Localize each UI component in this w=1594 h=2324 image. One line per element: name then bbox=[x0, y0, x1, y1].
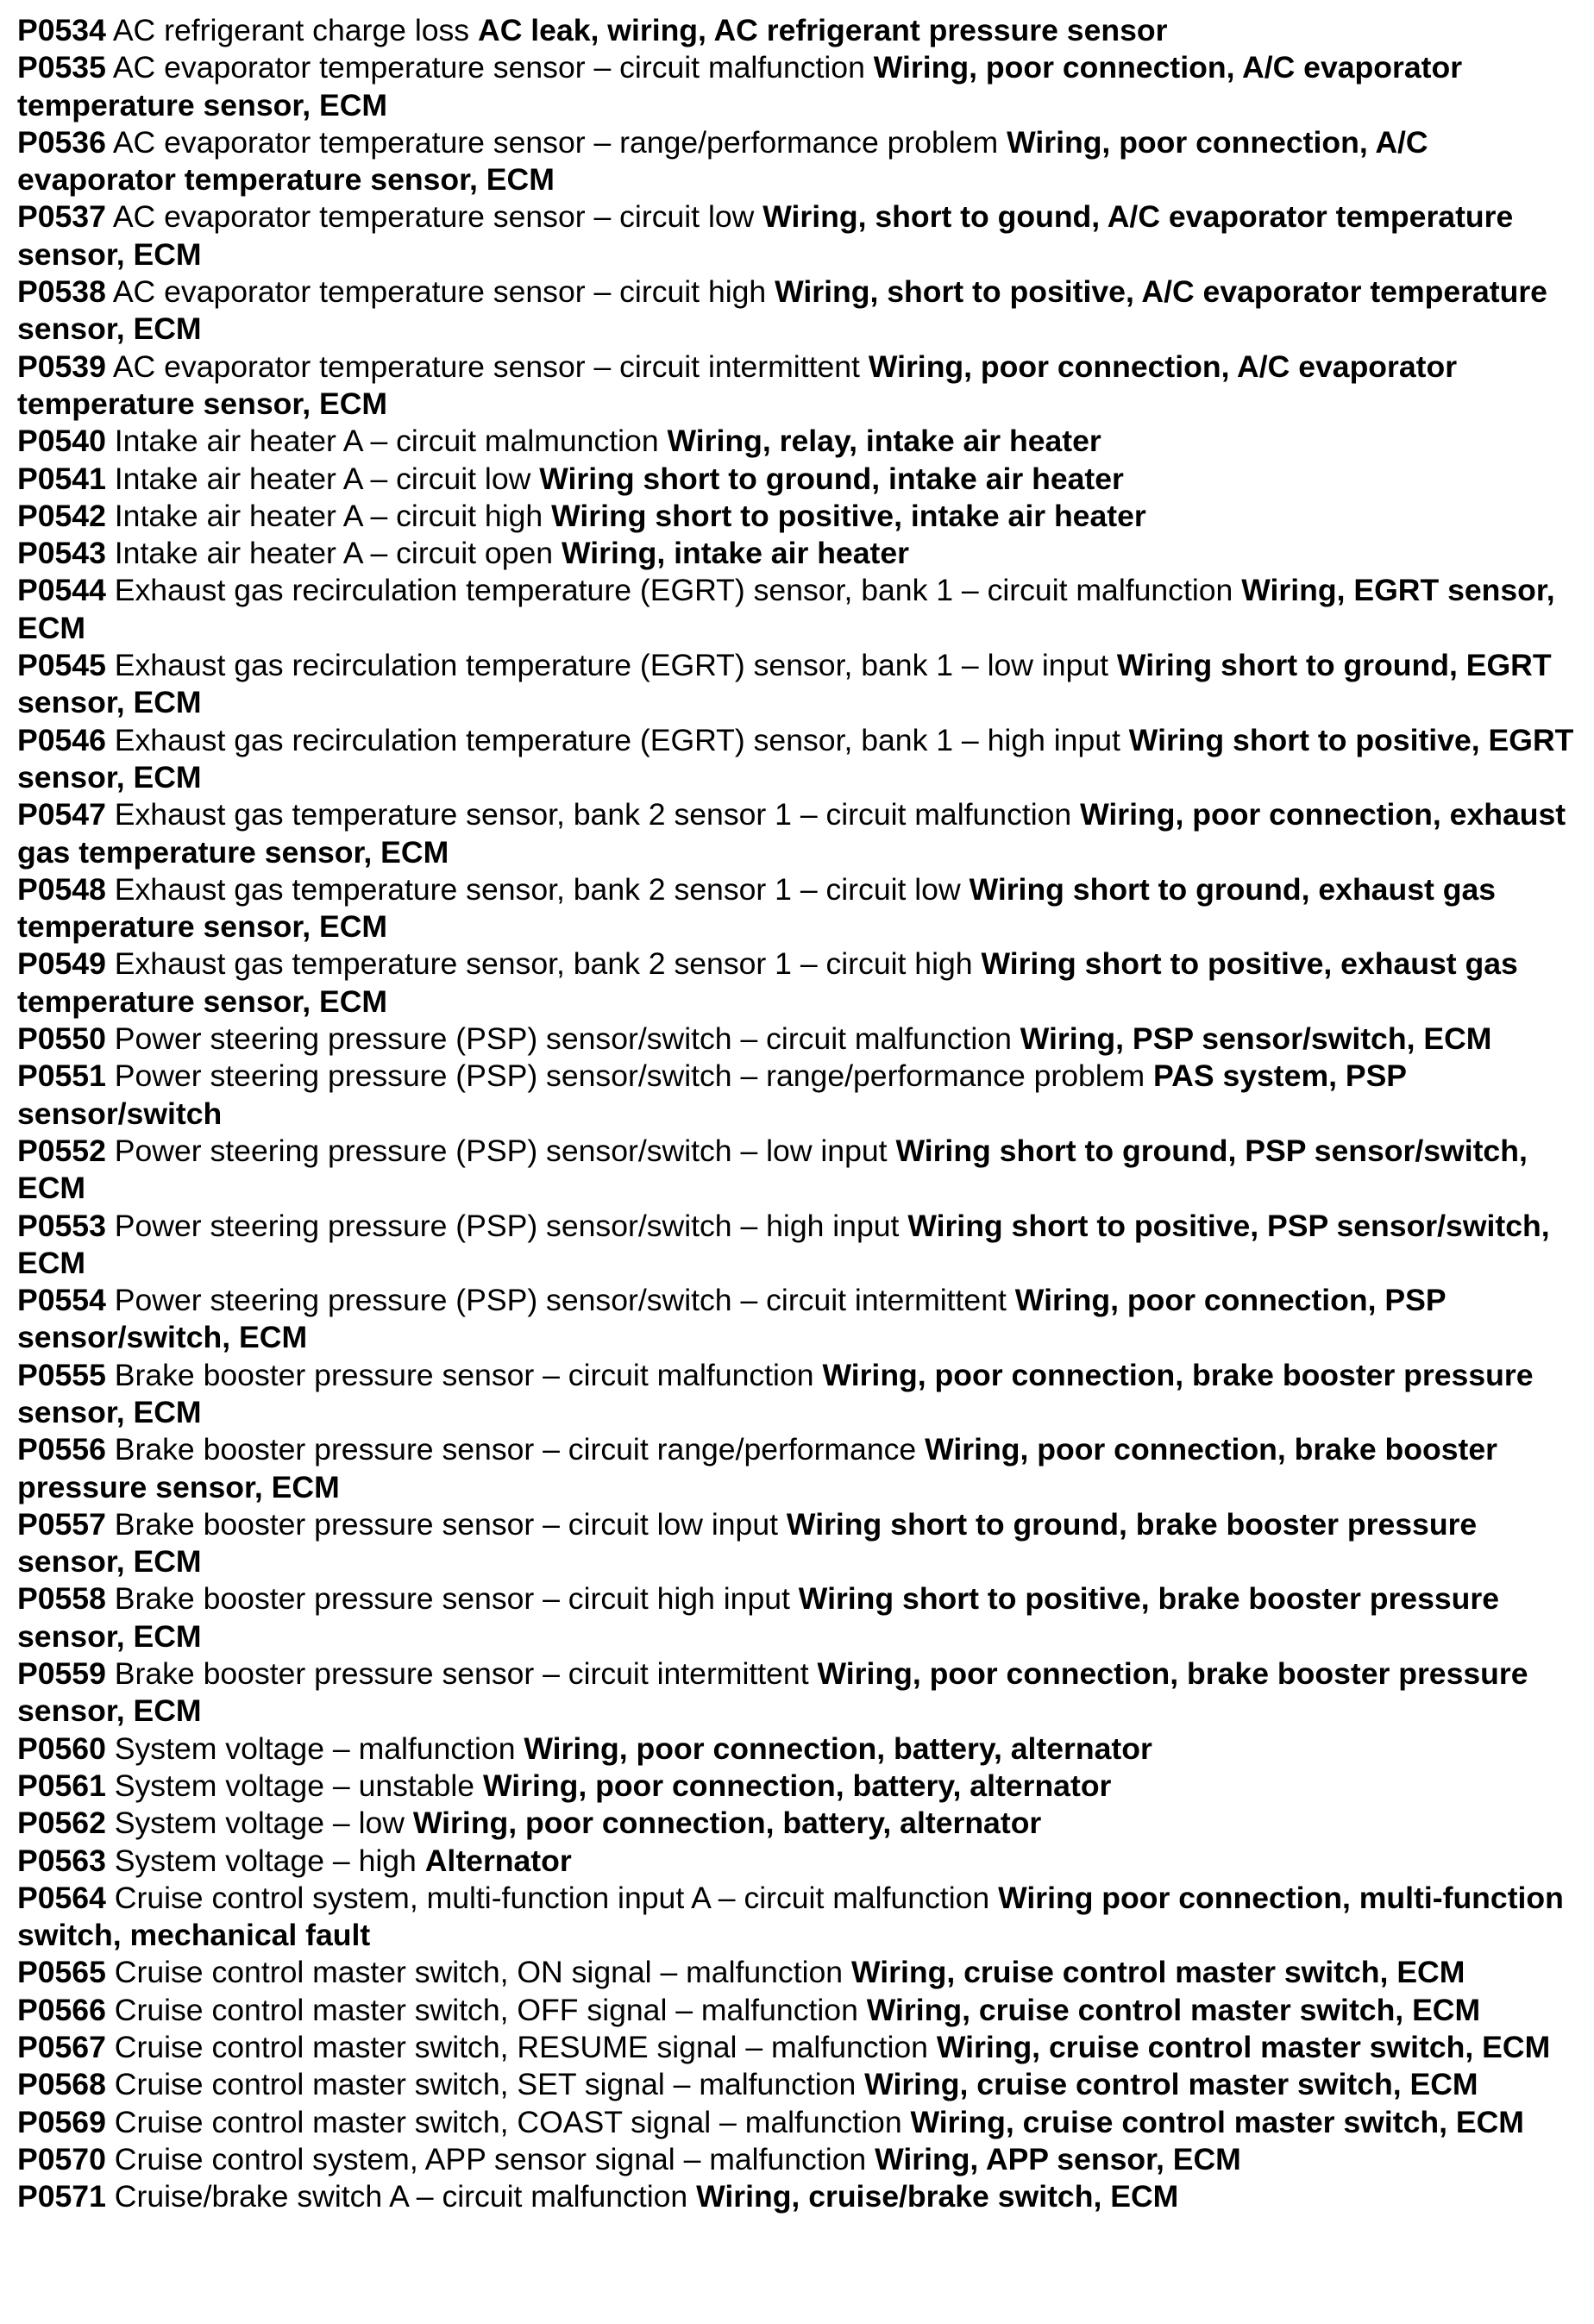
dtc-possible-causes: Wiring, cruise control master switch, ECM bbox=[850, 1955, 1465, 1990]
dtc-entry bbox=[17, 572, 1577, 647]
dtc-description: Brake booster pressure sensor – circuit low input bbox=[114, 1506, 779, 1542]
dtc-description: Exhaust gas recirculation temperature (EGRT) sensor, bank 1 – circuit malfunction bbox=[114, 573, 1233, 608]
dtc-possible-causes: Wiring short to ground, brake booster pressure sensor, ECM bbox=[17, 1506, 1478, 1580]
dtc-description: System voltage – unstable bbox=[114, 1768, 475, 1803]
dtc-code: P0562 bbox=[17, 1806, 106, 1841]
dtc-code: P0561 bbox=[17, 1768, 106, 1803]
dtc-possible-causes: Wiring short to positive, exhaust gas temperature sensor, ECM bbox=[17, 946, 1518, 1019]
dtc-possible-causes: Wiring, poor connection, brake booster pressure sensor, ECM bbox=[17, 1432, 1497, 1504]
dtc-code-list bbox=[17, 12, 1577, 2216]
dtc-possible-causes: Wiring, cruise control master switch, ECM bbox=[910, 2104, 1524, 2139]
dtc-code: P0557 bbox=[17, 1506, 106, 1542]
dtc-entry bbox=[17, 1580, 1577, 1655]
dtc-possible-causes: Wiring poor connection, multi-function switch, mechanical fault bbox=[17, 1880, 1564, 1953]
dtc-entry bbox=[17, 1506, 1577, 1581]
dtc-possible-causes: Wiring, poor connection, battery, alternator bbox=[524, 1730, 1152, 1766]
dtc-possible-causes: Wiring, APP sensor, ECM bbox=[875, 2141, 1241, 2176]
dtc-code: P0552 bbox=[17, 1133, 106, 1168]
dtc-entry bbox=[17, 1282, 1577, 1357]
dtc-entry bbox=[17, 2178, 1577, 2215]
dtc-possible-causes: Wiring, poor connection, A/C evaporator temperature sensor, ECM bbox=[17, 349, 1458, 421]
dtc-possible-causes: Wiring short to ground, exhaust gas temperature sensor, ECM bbox=[17, 871, 1497, 945]
dtc-code: P0558 bbox=[17, 1581, 106, 1617]
dtc-description: Intake air heater A – circuit low bbox=[114, 461, 531, 496]
dtc-entry bbox=[17, 12, 1577, 49]
dtc-description: System voltage – high bbox=[114, 1843, 417, 1878]
dtc-code: P0535 bbox=[17, 50, 106, 85]
dtc-code: P0563 bbox=[17, 1843, 106, 1878]
dtc-code: P0571 bbox=[17, 2179, 106, 2214]
dtc-description: AC evaporator temperature sensor – circuit malfunction bbox=[112, 50, 865, 85]
dtc-entry bbox=[17, 796, 1577, 871]
dtc-possible-causes: Wiring, poor connection, brake booster pressure sensor, ECM bbox=[17, 1357, 1534, 1429]
dtc-possible-causes: AC leak, wiring, AC refrigerant pressure sensor bbox=[478, 13, 1168, 47]
dtc-code: P0542 bbox=[17, 498, 106, 533]
dtc-entry bbox=[17, 1880, 1577, 1955]
dtc-possible-causes: Wiring, cruise/brake switch, ECM bbox=[696, 2179, 1179, 2214]
dtc-possible-causes: Wiring short to positive, EGRT sensor, ECM bbox=[17, 722, 1574, 795]
dtc-code: P0536 bbox=[17, 124, 106, 160]
dtc-possible-causes: Wiring, poor connection, battery, alternator bbox=[412, 1806, 1042, 1841]
dtc-code: P0545 bbox=[17, 648, 106, 683]
dtc-entry bbox=[17, 1133, 1577, 1208]
dtc-entry bbox=[17, 498, 1577, 535]
dtc-entry bbox=[17, 1768, 1577, 1805]
dtc-possible-causes: Wiring, poor connection, A/C evaporator temperature sensor, ECM bbox=[17, 124, 1428, 198]
dtc-description: AC evaporator temperature sensor – circuit high bbox=[112, 274, 767, 310]
dtc-possible-causes: Wiring, poor connection, battery, alternator bbox=[482, 1768, 1112, 1803]
dtc-entry bbox=[17, 871, 1577, 946]
dtc-code: P0555 bbox=[17, 1357, 106, 1392]
dtc-entry bbox=[17, 1843, 1577, 1880]
dtc-entry bbox=[17, 423, 1577, 460]
dtc-description: Power steering pressure (PSP) sensor/switch – range/performance problem bbox=[114, 1058, 1145, 1094]
dtc-description: Exhaust gas recirculation temperature (EGRT) sensor, bank 1 – high input bbox=[114, 722, 1120, 757]
dtc-code: P0553 bbox=[17, 1208, 106, 1243]
dtc-possible-causes: Wiring, poor connection, brake booster pressure sensor, ECM bbox=[17, 1656, 1528, 1729]
dtc-description: Cruise control master switch, ON signal – malfunction bbox=[114, 1955, 844, 1990]
dtc-entry bbox=[17, 1431, 1577, 1506]
dtc-description: Exhaust gas recirculation temperature (EGRT) sensor, bank 1 – low input bbox=[114, 648, 1109, 683]
dtc-entry bbox=[17, 1992, 1577, 2029]
dtc-possible-causes: Wiring, short to positive, A/C evaporator temperature sensor, ECM bbox=[17, 274, 1547, 347]
dtc-possible-causes: Wiring, cruise control master switch, ECM bbox=[864, 2067, 1478, 2102]
dtc-code: P0567 bbox=[17, 2030, 106, 2065]
dtc-entry bbox=[17, 49, 1577, 124]
dtc-entry bbox=[17, 1357, 1577, 1432]
dtc-description: Power steering pressure (PSP) sensor/switch – high input bbox=[114, 1208, 900, 1243]
dtc-possible-causes: Wiring, poor connection, A/C evaporator temperature sensor, ECM bbox=[17, 50, 1463, 122]
dtc-entry bbox=[17, 2066, 1577, 2103]
dtc-possible-causes: Wiring, PSP sensor/switch, ECM bbox=[1020, 1021, 1492, 1057]
dtc-possible-causes: Wiring, short to gound, A/C evaporator temperature sensor, ECM bbox=[17, 199, 1514, 272]
dtc-description: AC evaporator temperature sensor – circuit low bbox=[112, 199, 755, 235]
dtc-entry bbox=[17, 273, 1577, 349]
dtc-description: Intake air heater A – circuit open bbox=[114, 536, 554, 571]
dtc-code: P0556 bbox=[17, 1432, 106, 1467]
dtc-entry bbox=[17, 124, 1577, 199]
dtc-code: P0551 bbox=[17, 1058, 106, 1094]
dtc-possible-causes: Wiring short to ground, PSP sensor/switch, ECM bbox=[17, 1133, 1528, 1206]
dtc-entry bbox=[17, 722, 1577, 797]
dtc-entry bbox=[17, 647, 1577, 722]
dtc-description: Brake booster pressure sensor – circuit malfunction bbox=[114, 1357, 814, 1392]
dtc-possible-causes: Wiring, cruise control master switch, ECM bbox=[936, 2030, 1551, 2065]
dtc-entry bbox=[17, 1954, 1577, 1991]
dtc-code: P0548 bbox=[17, 871, 106, 907]
dtc-code: P0564 bbox=[17, 1880, 106, 1915]
dtc-description: Cruise control system, APP sensor signal – malfunction bbox=[114, 2141, 867, 2176]
dtc-code: P0565 bbox=[17, 1955, 106, 1990]
dtc-possible-causes: Alternator bbox=[424, 1843, 572, 1878]
dtc-description: Brake booster pressure sensor – circuit range/performance bbox=[114, 1432, 917, 1467]
dtc-description: Cruise/brake switch A – circuit malfunction bbox=[114, 2179, 688, 2214]
dtc-code: P0559 bbox=[17, 1656, 106, 1692]
dtc-code: P0569 bbox=[17, 2104, 106, 2139]
dtc-code: P0566 bbox=[17, 1992, 106, 2027]
dtc-description: Exhaust gas temperature sensor, bank 2 sensor 1 – circuit high bbox=[114, 946, 973, 982]
dtc-description: Intake air heater A – circuit malmunction bbox=[114, 424, 659, 459]
dtc-code: P0549 bbox=[17, 946, 106, 982]
dtc-possible-causes: Wiring short to positive, PSP sensor/switch, ECM bbox=[17, 1208, 1550, 1280]
dtc-code: P0538 bbox=[17, 274, 106, 310]
dtc-entry bbox=[17, 2141, 1577, 2178]
dtc-description: Brake booster pressure sensor – circuit intermittent bbox=[114, 1656, 809, 1692]
dtc-description: Power steering pressure (PSP) sensor/switch – circuit intermittent bbox=[114, 1283, 1007, 1318]
dtc-possible-causes: Wiring, poor connection, exhaust gas temperature sensor, ECM bbox=[17, 797, 1566, 870]
dtc-code: P0550 bbox=[17, 1021, 106, 1057]
dtc-code: P0537 bbox=[17, 199, 106, 235]
dtc-entry bbox=[17, 1058, 1577, 1133]
dtc-entry bbox=[17, 2029, 1577, 2066]
dtc-code: P0543 bbox=[17, 536, 106, 571]
dtc-description: AC evaporator temperature sensor – circuit intermittent bbox=[112, 349, 860, 384]
dtc-possible-causes: Wiring, intake air heater bbox=[561, 536, 909, 571]
dtc-code: P0560 bbox=[17, 1730, 106, 1766]
dtc-description: Brake booster pressure sensor – circuit high input bbox=[114, 1581, 790, 1617]
dtc-possible-causes: Wiring, EGRT sensor, ECM bbox=[17, 573, 1555, 645]
dtc-entry bbox=[17, 945, 1577, 1021]
dtc-possible-causes: Wiring, relay, intake air heater bbox=[667, 424, 1101, 459]
dtc-entry bbox=[17, 2104, 1577, 2141]
dtc-description: Power steering pressure (PSP) sensor/switch – low input bbox=[114, 1133, 888, 1168]
dtc-description: Cruise control master switch, COAST signal – malfunction bbox=[114, 2104, 902, 2139]
dtc-description: Cruise control system, multi-function input A – circuit malfunction bbox=[114, 1880, 990, 1915]
dtc-entry bbox=[17, 1208, 1577, 1283]
dtc-code: P0544 bbox=[17, 573, 106, 608]
dtc-entry bbox=[17, 461, 1577, 498]
dtc-possible-causes: Wiring short to ground, EGRT sensor, ECM bbox=[17, 648, 1552, 720]
dtc-entry bbox=[17, 198, 1577, 273]
dtc-description: System voltage – low bbox=[114, 1806, 405, 1841]
dtc-possible-causes: Wiring short to ground, intake air heater bbox=[539, 461, 1124, 496]
dtc-entry bbox=[17, 1655, 1577, 1730]
dtc-possible-causes: Wiring short to positive, brake booster pressure sensor, ECM bbox=[17, 1581, 1500, 1654]
dtc-description: Exhaust gas temperature sensor, bank 2 sensor 1 – circuit malfunction bbox=[114, 797, 1072, 832]
dtc-code: P0541 bbox=[17, 461, 106, 496]
dtc-possible-causes: Wiring, cruise control master switch, ECM bbox=[866, 1992, 1481, 2027]
dtc-description: Intake air heater A – circuit high bbox=[114, 498, 543, 533]
dtc-code: P0568 bbox=[17, 2067, 106, 2102]
dtc-description: Power steering pressure (PSP) sensor/switch – circuit malfunction bbox=[114, 1021, 1012, 1057]
dtc-code: P0554 bbox=[17, 1283, 106, 1318]
dtc-entry bbox=[17, 1021, 1577, 1058]
dtc-description: System voltage – malfunction bbox=[114, 1730, 516, 1766]
dtc-description: Cruise control master switch, SET signal – malfunction bbox=[114, 2067, 857, 2102]
dtc-possible-causes: Wiring, poor connection, PSP sensor/switch, ECM bbox=[17, 1283, 1446, 1355]
dtc-entry bbox=[17, 1730, 1577, 1768]
dtc-code: P0534 bbox=[17, 13, 106, 47]
dtc-entry bbox=[17, 1805, 1577, 1842]
dtc-description: AC refrigerant charge loss bbox=[112, 13, 470, 47]
dtc-code: P0539 bbox=[17, 349, 106, 384]
dtc-description: Cruise control master switch, OFF signal – malfunction bbox=[114, 1992, 858, 2027]
dtc-entry bbox=[17, 349, 1577, 424]
dtc-possible-causes: Wiring short to positive, intake air heater bbox=[551, 498, 1146, 533]
dtc-entry bbox=[17, 535, 1577, 572]
dtc-description: AC evaporator temperature sensor – range/performance problem bbox=[112, 124, 999, 160]
dtc-description: Exhaust gas temperature sensor, bank 2 sensor 1 – circuit low bbox=[114, 871, 961, 907]
dtc-description: Cruise control master switch, RESUME signal – malfunction bbox=[114, 2030, 928, 2065]
dtc-code: P0546 bbox=[17, 722, 106, 757]
dtc-code: P0547 bbox=[17, 797, 106, 832]
dtc-possible-causes: PAS system, PSP sensor/switch bbox=[17, 1058, 1407, 1131]
dtc-code: P0540 bbox=[17, 424, 106, 459]
dtc-code: P0570 bbox=[17, 2141, 106, 2176]
